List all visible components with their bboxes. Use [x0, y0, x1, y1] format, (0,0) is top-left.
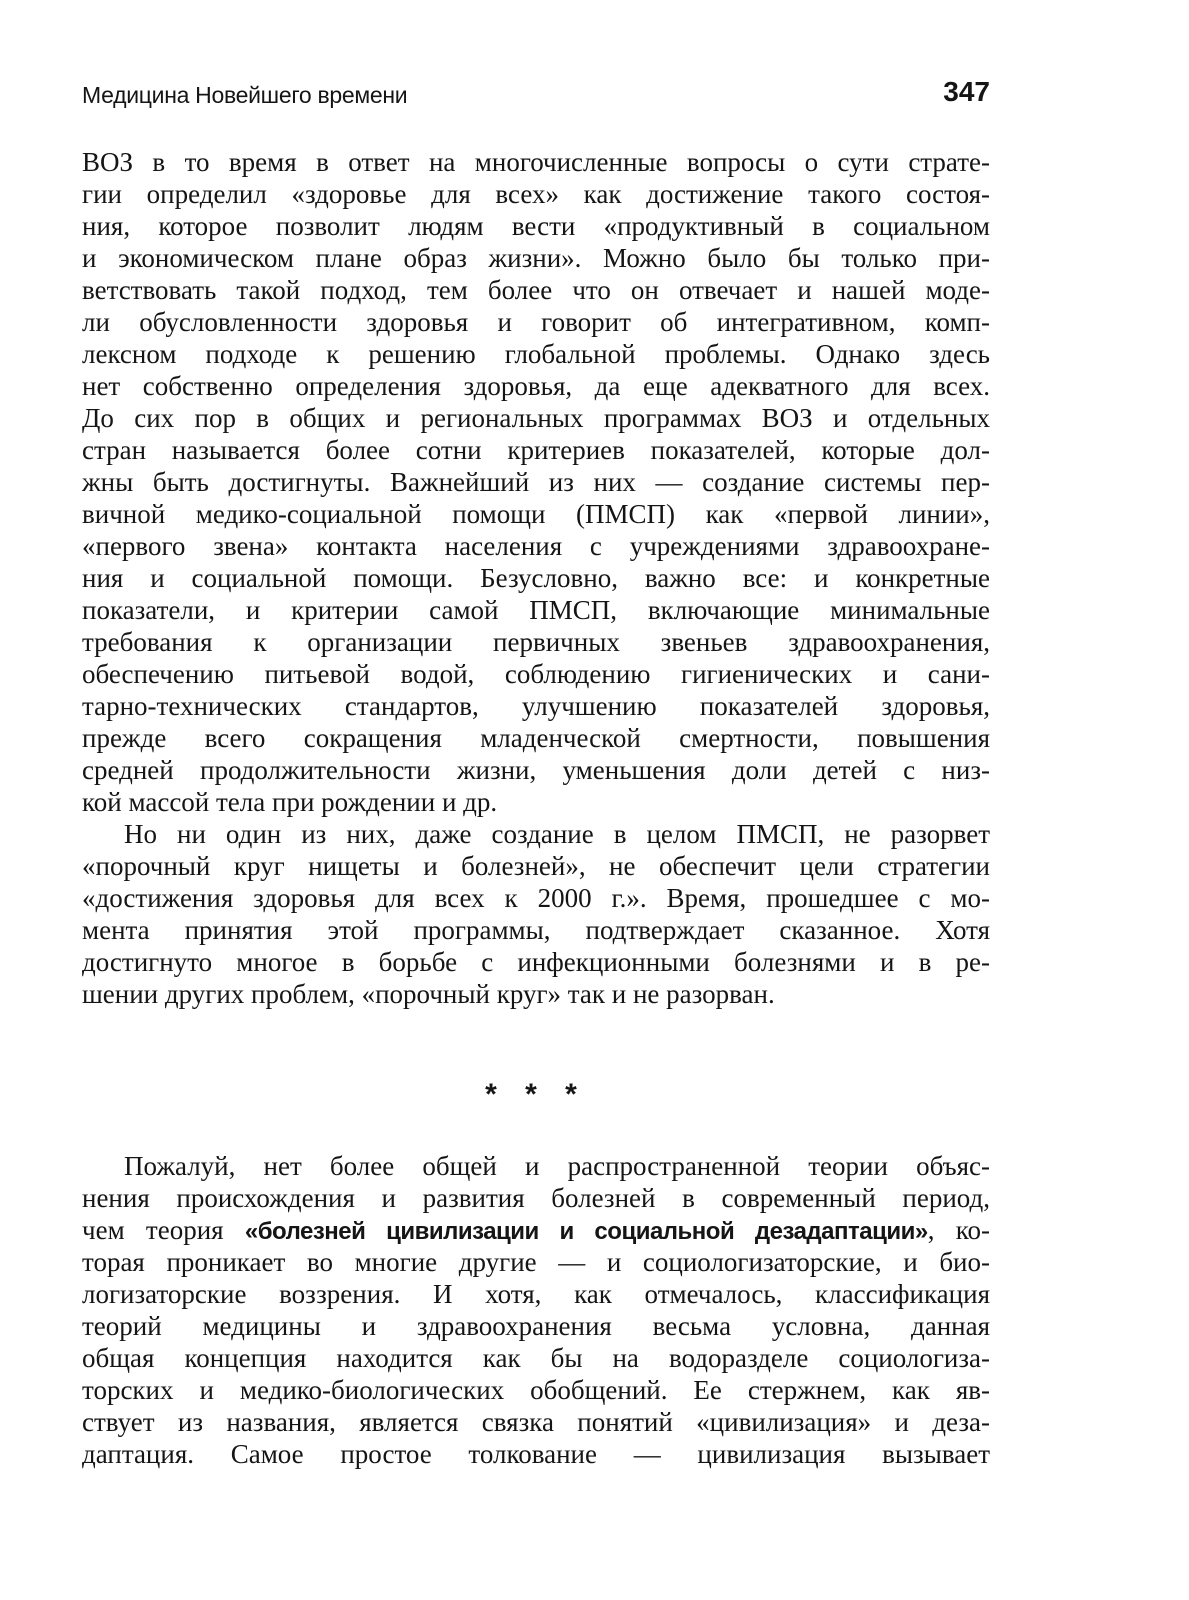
text-line: шении других проблем, «порочный круг» так и не разорван.	[82, 979, 775, 1009]
text-line: даптация. Самое простое толкование — цивилизация вызывает	[82, 1439, 990, 1469]
text-line: тарно-технических стандартов, улучшению показателей здоровья,	[82, 691, 990, 721]
page-header	[82, 72, 990, 116]
text-fragment: чем теория	[82, 1215, 245, 1245]
text-line: торских и медико-биологических обобщений. Ее стержнем, как яв-	[82, 1375, 990, 1405]
text-line: нет собственно определения здоровья, да еще адекватного для всех.	[82, 371, 990, 401]
text-line: достигнуто многое в борьбе с инфекционными болезнями и в ре-	[82, 947, 990, 977]
text-line: нения происхождения и развития болезней в современный период,	[82, 1183, 990, 1213]
text-line: ния, которое позволит людям вести «продуктивный в социальном	[82, 211, 990, 241]
page-number: 347	[943, 76, 990, 107]
text-line: теорий медицины и здравоохранения весьма условна, данная	[82, 1311, 990, 1341]
paragraph-3	[82, 1150, 990, 1470]
running-head: Медицина Новейшего времени	[82, 82, 408, 108]
text-line-with-term	[82, 1214, 990, 1246]
text-line: прежде всего сокращения младенческой смертности, повышения	[82, 723, 990, 753]
text-line: логизаторские воззрения. И хотя, как отмечалось, классификация	[82, 1279, 990, 1309]
text-line: торая проникает во многие другие — и социологизаторские, и био-	[82, 1247, 990, 1277]
section-separator: * * *	[485, 1078, 587, 1111]
text-line: средней продолжительности жизни, уменьшения доли детей с низ-	[82, 755, 990, 785]
text-line: обеспечению питьевой водой, соблюдению гигиенических и сани-	[82, 659, 990, 689]
text-fragment: , ко-	[927, 1215, 990, 1245]
text-line: «достижения здоровья для всех к 2000 г.». Время, прошедшее с мо-	[82, 883, 990, 913]
text-line: мента принятия этой программы, подтверждает сказанное. Хотя	[82, 915, 990, 945]
text-line: гии определил «здоровье для всех» как достижение такого состоя-	[82, 179, 990, 209]
text-line: вичной медико-социальной помощи (ПМСП) как «первой линии»,	[82, 499, 990, 529]
text-line: стран называется более сотни критериев показателей, которые дол-	[82, 435, 990, 465]
text-line: кой массой тела при рождении и др.	[82, 787, 498, 817]
text-line: требования к организации первичных звеньев здравоохранения,	[82, 627, 990, 657]
text-line: ВОЗ в то время в ответ на многочисленные вопросы о сути страте-	[82, 147, 990, 177]
text-line: Но ни один из них, даже создание в целом ПМСП, не разорвет	[124, 819, 990, 849]
text-line: ветствовать такой подход, тем более что он отвечает и нашей моде-	[82, 275, 990, 305]
paragraph-2	[82, 818, 990, 1010]
text-line: ния и социальной помощи. Безусловно, важно все: и конкретные	[82, 563, 990, 593]
text-line: ли обусловленности здоровья и говорит об интегративном, комп-	[82, 307, 990, 337]
text-line: ствует из названия, является связка понятий «цивилизация» и деза-	[82, 1407, 990, 1437]
text-line: До сих пор в общих и региональных программах ВОЗ и отдельных	[82, 403, 990, 433]
text-line: жны быть достигнуты. Важнейший из них — создание системы пер-	[82, 467, 990, 497]
text-line: Пожалуй, нет более общей и распространенной теории объяс-	[124, 1151, 990, 1181]
text-line: общая концепция находится как бы на водоразделе социологиза-	[82, 1343, 990, 1373]
text-line: показатели, и критерии самой ПМСП, включающие минимальные	[82, 595, 990, 625]
text-line: лексном подходе к решению глобальной проблемы. Однако здесь	[82, 339, 990, 369]
paragraph-1	[82, 146, 990, 818]
text-line: «первого звена» контакта населения с учреждениями здравоохране-	[82, 531, 990, 561]
text-line: и экономическом плане образ жизни». Можно было бы только при-	[82, 243, 990, 273]
bold-term: «болезней цивилизации и социальной дезадаптации»	[244, 1218, 928, 1245]
text-line: «порочный круг нищеты и болезней», не обеспечит цели стратегии	[82, 851, 990, 881]
